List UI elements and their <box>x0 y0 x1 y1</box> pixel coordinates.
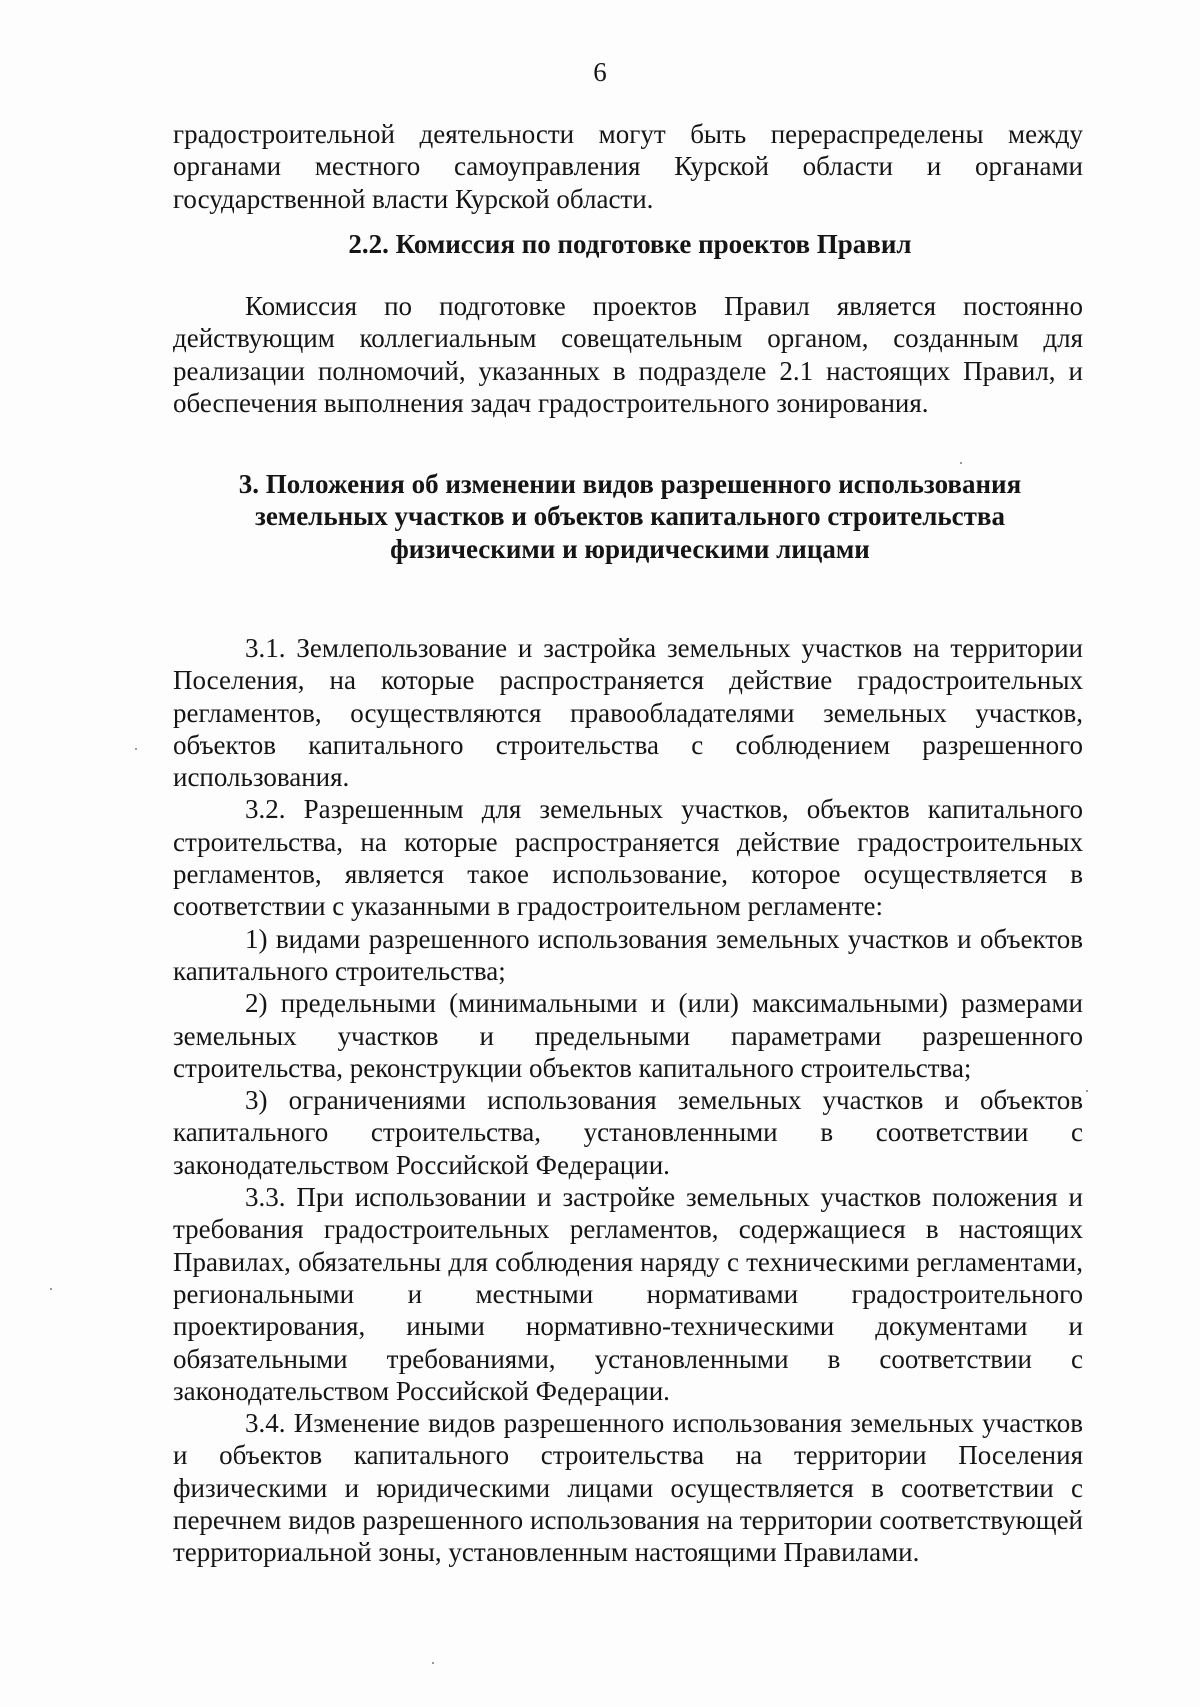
scan-speck <box>432 1662 434 1664</box>
list-item-3: 3) ограничениями использования земельных участков и объектов капитального строительства, установленными в соответствии с законодательством Российской Федерации. <box>173 1085 1083 1180</box>
section-2-2-title: 2.2. Комиссия по подготовке проектов Правил <box>348 229 912 259</box>
scan-speck <box>50 1288 52 1290</box>
section-2-2-heading <box>150 228 1110 260</box>
intro-paragraph-block <box>173 118 1083 215</box>
scan-speck <box>1086 1090 1088 1092</box>
section-2-2-paragraph: Комиссия по подготовке проектов Правил является постоянно действующим коллегиальным совещательным органом, созданным для реализации полномочий, указанных в подразделе 2.1 настоящих Правил, и обеспечения выполнения задач градостроительного зонирования. <box>173 291 1083 418</box>
paragraph-3-1: 3.1. Землепользование и застройка земельных участков на территории Поселения, на которые распространяется действие градостроительных регламентов, осуществляются правообладателями земельных участков, объектов капитального строительства с соблюдением разрешенного использования. <box>173 633 1083 793</box>
section-3-title-line-2: земельных участков и объектов капитального строительства <box>254 501 1006 532</box>
paragraph-3-3: 3.3. При использовании и застройке земельных участков положения и требования градостроительных регламентов, содержащиеся в настоящих Правилах, обязательны для соблюдения наряду с техническими регламентами, региональными и местными нормативами градостроительного проектирования, иными нормативно-техническими документами и обязательными требованиями, установленными в соответствии с законодательством Российской Федерации. <box>173 1182 1083 1406</box>
list-item-2: 2) предельными (минимальными и (или) максимальными) размерами земельных участков и предельными параметрами разрешенного строительства, реконструкции объектов капитального строительства; <box>173 988 1083 1083</box>
page-number: 6 <box>593 57 607 87</box>
list-item-1: 1) видами разрешенного использования земельных участков и объектов капитального строительства; <box>173 923 1083 986</box>
section-3-heading <box>150 468 1110 565</box>
section-3-title-line-1: 3. Положения об изменении видов разрешенного использования <box>238 469 1022 499</box>
section-3-title-line-3: физическими и юридическими лицами <box>390 533 870 564</box>
section-2-2-body <box>173 290 1083 419</box>
paragraph-3-4: 3.4. Изменение видов разрешенного использования земельных участков и объектов капитального строительства на территории Поселения физическими и юридическими лицами осуществляется в соответствии с перечнем видов разрешенного использования на территории соответствующей территориальной зоны, установленным настоящими Правилами. <box>173 1408 1083 1568</box>
scan-speck <box>960 462 962 464</box>
intro-paragraph: градостроительной деятельности могут быть перераспределены между органами местного самоуправления Курской области и органами государственной власти Курской области. <box>173 119 1083 214</box>
paragraph-3-2: 3.2. Разрешенным для земельных участков, объектов капитального строительства, на которые распространяется действие градостроительных регламентов, является такое использование, которое осуществляется в соответствии с указанными в градостроительном регламенте: <box>173 794 1083 922</box>
scan-speck <box>135 748 137 750</box>
section-3-body <box>173 632 1083 1569</box>
